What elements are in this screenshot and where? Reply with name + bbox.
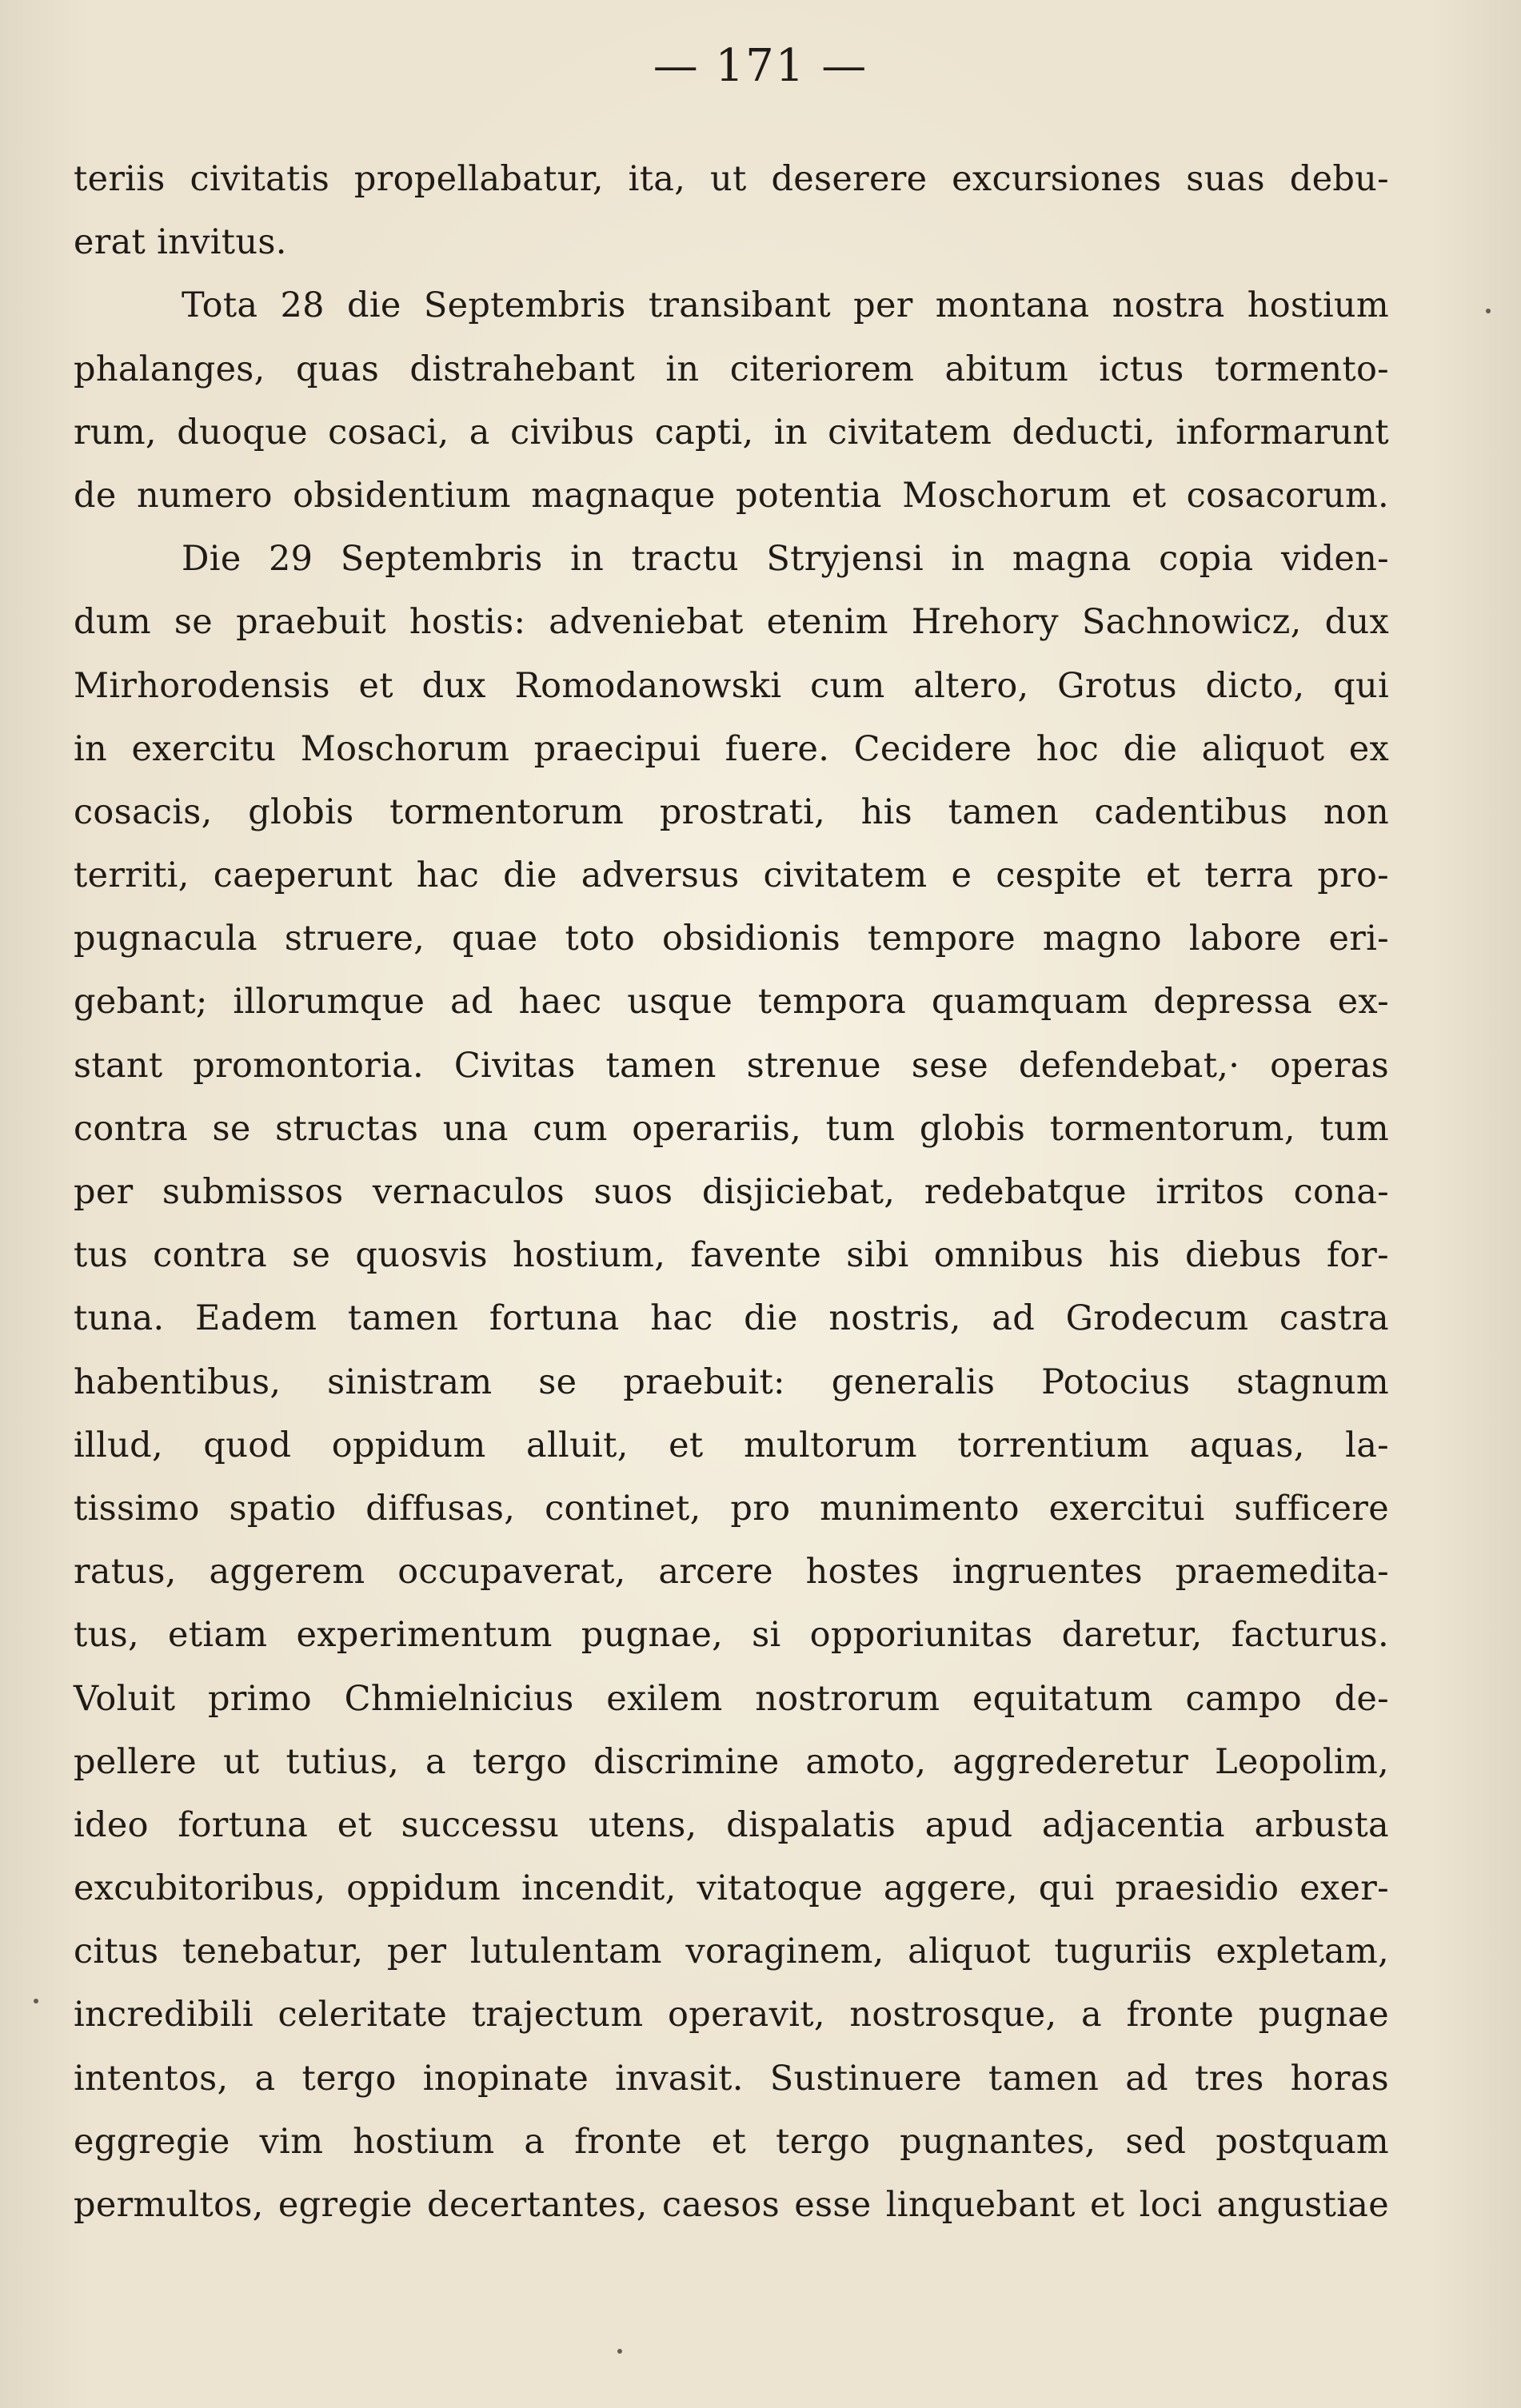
text-line: tuna. Eadem tamen fortuna hac die nostris, ad Grodecum castra — [74, 1298, 1389, 1339]
paper-speck — [617, 2349, 622, 2354]
text-line: stant promontoria. Civitas tamen strenue sese defendebat,· operas — [74, 1045, 1389, 1086]
text-line: Die 29 Septembris in tractu Stryjensi in magna copia viden- — [182, 539, 1389, 580]
body-text — [74, 148, 1389, 2237]
text-line: contra se structas una cum operariis, tum globis tormentorum, tum — [74, 1108, 1389, 1149]
text-line: pellere ut tutius, a tergo discrimine amoto, aggrederetur Leopolim, — [74, 1741, 1389, 1782]
text-line: Mirhorodensis et dux Romodanowski cum altero, Grotus dicto, qui — [74, 665, 1389, 706]
text-line: tissimo spatio diffusas, continet, pro munimento exercitui sufficere — [74, 1488, 1389, 1529]
text-line: ratus, aggerem occupaverat, arcere hostes ingruentes praemedita- — [74, 1552, 1389, 1593]
text-line: erat invitus. — [74, 222, 287, 263]
text-line: intentos, a tergo inopinate invasit. Sustinuere tamen ad tres horas — [74, 2058, 1389, 2099]
page-number: — 171 — — [653, 40, 868, 92]
text-line: Tota 28 die Septembris transibant per montana nostra hostium — [182, 285, 1389, 326]
text-line: eggregie vim hostium a fronte et tergo pugnantes, sed postquam — [74, 2121, 1389, 2162]
text-line: phalanges, quas distrahebant in citeriorem abitum ictus tormento- — [74, 349, 1389, 389]
text-line: dum se praebuit hostis: adveniebat etenim Hrehory Sachnowicz, dux — [74, 602, 1389, 643]
text-line: excubitoribus, oppidum incendit, vitatoque aggere, qui praesidio exer- — [74, 1868, 1389, 1909]
text-line: cosacis, globis tormentorum prostrati, his tamen cadentibus non — [74, 791, 1389, 832]
text-line: tus contra se quosvis hostium, favente sibi omnibus his diebus for- — [74, 1235, 1389, 1276]
paper-speck — [34, 1999, 38, 2003]
text-line: rum, duoque cosaci, a civibus capti, in civitatem deducti, informarunt — [74, 412, 1389, 452]
text-line: Voluit primo Chmielnicius exilem nostrorum equitatum campo de- — [74, 1678, 1389, 1719]
text-line: de numero obsidentium magnaque potentia Moschorum et cosacorum. — [74, 475, 1389, 516]
text-line: permultos, egregie decertantes, caesos esse linquebant et loci angustiae — [74, 2185, 1389, 2225]
text-line: pugnacula struere, quae toto obsidionis tempore magno labore eri- — [74, 919, 1389, 959]
text-line: ideo fortuna et successu utens, dispalatis apud adjacentia arbusta — [74, 1804, 1389, 1845]
paper-speck — [1486, 309, 1491, 313]
text-line: teriis civitatis propellabatur, ita, ut deserere excursiones suas debu- — [74, 159, 1389, 199]
text-line: habentibus, sinistram se praebuit: generalis Potocius stagnum — [74, 1361, 1389, 1402]
text-line: territi, caeperunt hac die adversus civitatem e cespite et terra pro- — [74, 855, 1389, 896]
text-line: incredibili celeritate trajectum operavit, nostrosque, a fronte pugnae — [74, 1995, 1389, 2035]
text-line: per submissos vernaculos suos disjiciebat, redebatque irritos cona- — [74, 1172, 1389, 1212]
text-line: citus tenebatur, per lutulentam voraginem, aliquot tuguriis expletam, — [74, 1932, 1389, 1972]
text-line: tus, etiam experimentum pugnae, si opporiunitas daretur, facturus. — [74, 1615, 1389, 1656]
text-line: gebant; illorumque ad haec usque tempora quamquam depressa ex- — [74, 982, 1389, 1023]
text-line: illud, quod oppidum alluit, et multorum torrentium aquas, la- — [74, 1425, 1389, 1465]
text-line: in exercitu Moschorum praecipui fuere. Cecidere hoc die aliquot ex — [74, 728, 1389, 769]
